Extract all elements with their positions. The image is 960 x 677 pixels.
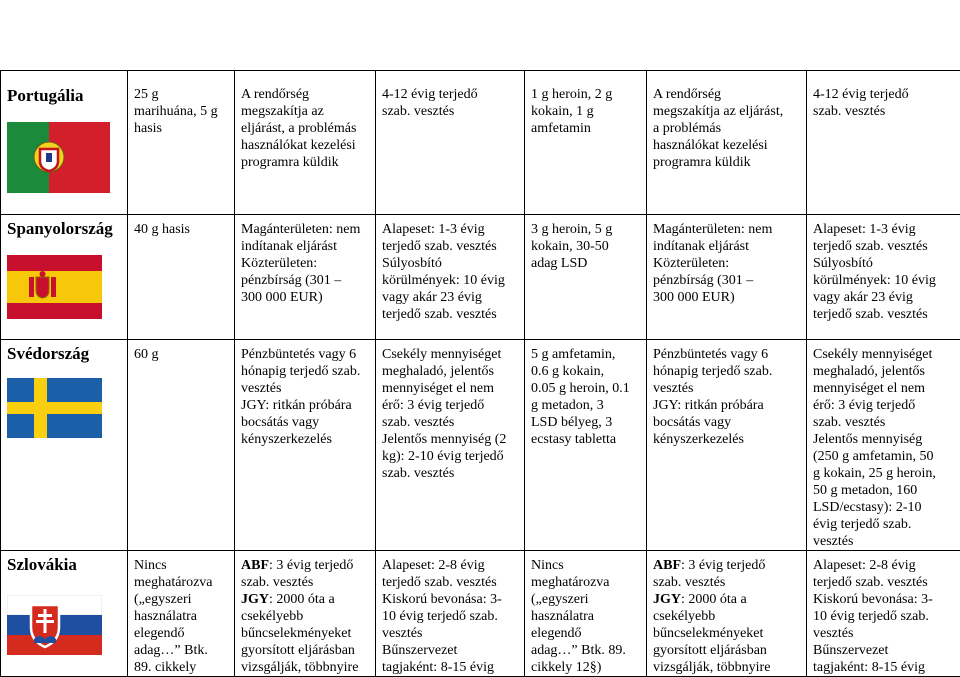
cell-personal-use-threshold-2: 5 g amfetamin, 0.6 g kokain, 0.05 g heroin, 0.1 g metadon, 3 LSD bélyeg, 3 ecstasy tabletta <box>525 340 647 551</box>
cell-procedure-1: ABF: 3 évig terjedő szab. vesztés JGY: 2000 óta a csekélyebb bűncselekményeket gyorsított eljárásban vizsgálják, többnyire <box>235 551 376 677</box>
cell-penalty-2: Csekély mennyiséget meghaladó, jelentős mennyiséget el nem érő: 3 évig terjedő szab. vesztés Jelentős mennyiség (250 g amfetamin, 50 g kokain, 25 g heroin, 50 g metadon, 160 LSD/ecstasy): 2-10 évig terjedő szab. vesztés <box>807 340 960 551</box>
cell-procedure-1: Magánterületen: nem indítanak eljárást Közterületen: pénzbírság (301 – 300 000 EUR) <box>235 215 376 340</box>
cell-personal-use-threshold-1: Nincs meghatározva („egyszeri használatra elegendő adag…” Btk. 89. cikkely <box>128 551 235 677</box>
cell-personal-use-threshold-1: 25 g marihuána, 5 g hasis <box>128 71 235 215</box>
spain-flag-icon <box>7 255 102 319</box>
country-name: Szlovákia <box>7 555 123 575</box>
cell-personal-use-threshold-1: 60 g <box>128 340 235 551</box>
cell-procedure-1: A rendőrség megszakítja az eljárást, a problémás használókat kezelési programra küldik <box>235 71 376 215</box>
cell-penalty-2: Alapeset: 2-8 évig terjedő szab. vesztés Kiskorú bevonása: 3- 10 évig terjedő szab. vesztés Bűnszervezet tagjaként: 8-15 évig <box>807 551 960 677</box>
cell-penalty-2: Alapeset: 1-3 évig terjedő szab. vesztés Súlyosbító körülmények: 10 évig vagy akár 23 évig terjedő szab. vesztés <box>807 215 960 340</box>
cell-penalty-1: 4-12 évig terjedő szab. vesztés <box>376 71 525 215</box>
slovakia-flag-icon <box>7 595 102 655</box>
cell-personal-use-threshold-2: Nincs meghatározva („egyszeri használatra elegendő adag…” Btk. 89. cikkely 12§) <box>525 551 647 677</box>
country-cell <box>1 340 128 551</box>
cell-penalty-1: Alapeset: 1-3 évig terjedő szab. vesztés Súlyosbító körülmények: 10 évig vagy akár 23 évig terjedő szab. vesztés <box>376 215 525 340</box>
cell-procedure-2: A rendőrség megszakítja az eljárást, a problémás használókat kezelési programra küldik <box>647 71 807 215</box>
cell-penalty-2: 4-12 évig terjedő szab. vesztés <box>807 71 960 215</box>
cell-penalty-1: Alapeset: 2-8 évig terjedő szab. vesztés Kiskorú bevonása: 3- 10 évig terjedő szab. vesztés Bűnszervezet tagjaként: 8-15 évig <box>376 551 525 677</box>
cell-procedure-2: ABF: 3 évig terjedő szab. vesztés JGY: 2000 óta a csekélyebb bűncselekményeket gyorsított eljárásban vizsgálják, többnyire <box>647 551 807 677</box>
cell-personal-use-threshold-2: 1 g heroin, 2 g kokain, 1 g amfetamin <box>525 71 647 215</box>
cell-procedure-1: Pénzbüntetés vagy 6 hónapig terjedő szab. vesztés JGY: ritkán próbára bocsátás vagy kényszerkezelés <box>235 340 376 551</box>
country-cell <box>1 551 128 677</box>
country-cell <box>1 215 128 340</box>
drug-law-comparison-table <box>0 70 960 677</box>
country-name: Spanyolország <box>7 219 123 239</box>
cell-procedure-2: Magánterületen: nem indítanak eljárást Közterületen: pénzbírság (301 – 300 000 EUR) <box>647 215 807 340</box>
table-row-sweden <box>1 340 960 551</box>
table-row-spain <box>1 215 960 340</box>
country-name: Svédország <box>7 344 123 364</box>
table-row-slovakia <box>1 551 960 677</box>
country-name: Portugália <box>7 86 123 106</box>
cell-personal-use-threshold-2: 3 g heroin, 5 g kokain, 30-50 adag LSD <box>525 215 647 340</box>
cell-penalty-1: Csekély mennyiséget meghaladó, jelentős mennyiséget el nem érő: 3 évig terjedő szab. vesztés Jelentős mennyiség (2 kg): 2-10 évig terjedő szab. vesztés <box>376 340 525 551</box>
table-row-portugal <box>1 71 960 215</box>
country-cell <box>1 71 128 215</box>
cell-procedure-2: Pénzbüntetés vagy 6 hónapig terjedő szab. vesztés JGY: ritkán próbára bocsátás vagy kényszerkezelés <box>647 340 807 551</box>
cell-personal-use-threshold-1: 40 g hasis <box>128 215 235 340</box>
portugal-flag-icon <box>7 122 110 193</box>
sweden-flag-icon <box>7 378 102 438</box>
